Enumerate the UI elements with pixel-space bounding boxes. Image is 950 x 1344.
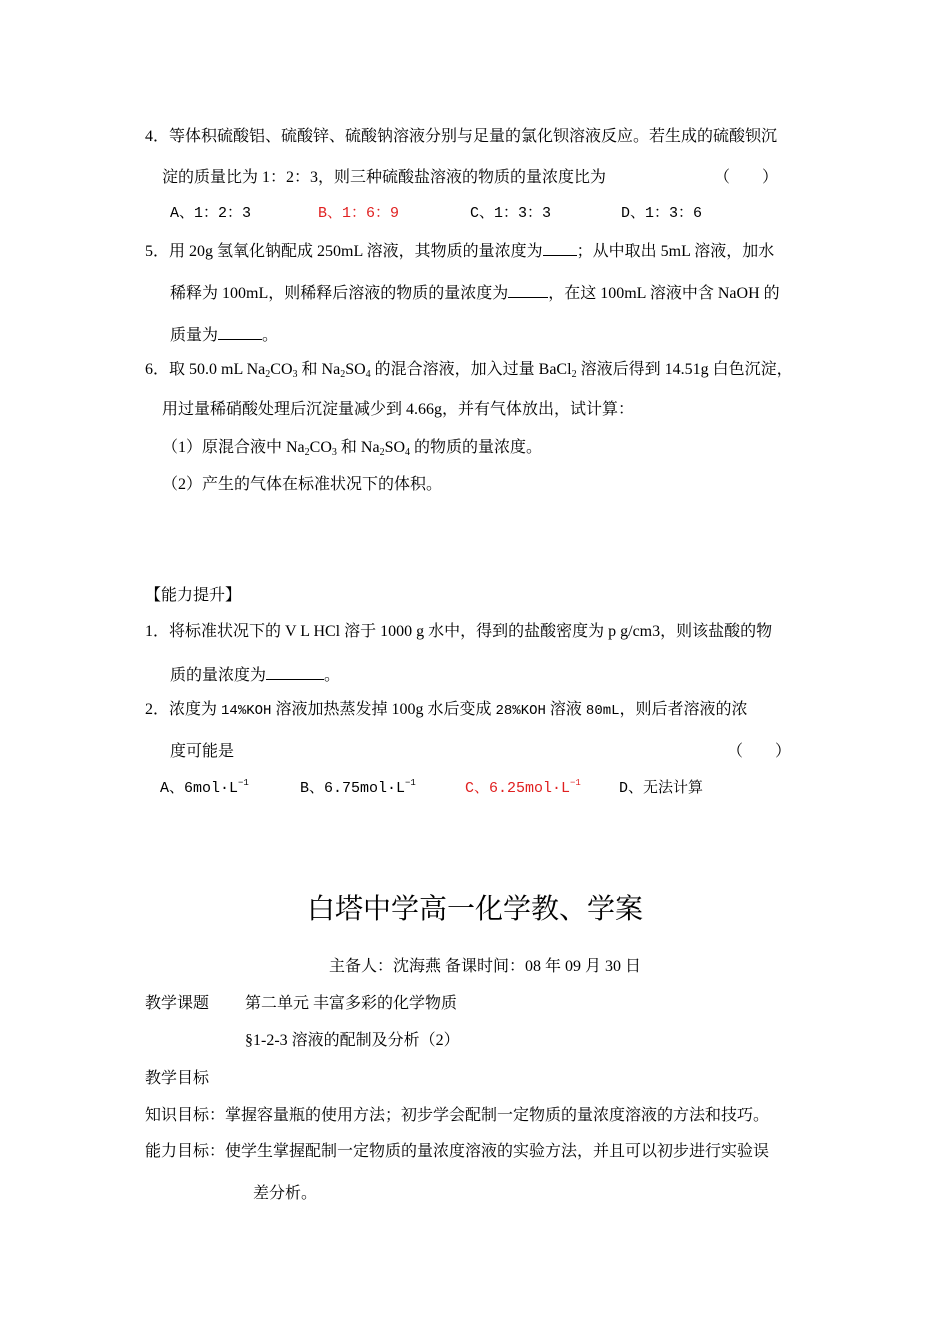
subscript: 2 bbox=[340, 369, 346, 380]
ability-q2-option-d: D、无法计算 bbox=[619, 780, 704, 797]
q4-option-d: D、1：3：6 bbox=[621, 205, 703, 222]
q5-text: 质量为 bbox=[170, 327, 219, 344]
lesson-preparer: 主备人：沈海燕 备课时间：08 年 09 月 30 日 bbox=[328, 958, 641, 975]
answer-blank bbox=[218, 324, 262, 340]
q6-line-1 bbox=[145, 360, 793, 380]
subscript: 3 bbox=[292, 369, 298, 380]
ability-text: 质的量浓度为 bbox=[170, 667, 267, 684]
subscript: 2 bbox=[571, 369, 577, 380]
q5-line-1 bbox=[145, 240, 774, 262]
ability-goal-line-1: 能力目标：使学生掌握配制一定物质的量浓度溶液的实验方法，并且可以初步进行实验误 bbox=[145, 1143, 770, 1160]
ability-text: 28% bbox=[495, 703, 521, 719]
ability-q2-option-c bbox=[465, 779, 581, 799]
q4-option-a: A、1：2：3 bbox=[170, 205, 252, 222]
topic-label: 教学课题 bbox=[145, 995, 210, 1012]
subscript: 2 bbox=[304, 447, 310, 458]
subscript: 4 bbox=[365, 369, 371, 380]
ability-text: KOH bbox=[520, 703, 546, 719]
q5-line-2 bbox=[170, 282, 780, 304]
topic-value: 第二单元 丰富多彩的化学物质 bbox=[245, 995, 458, 1012]
q4-option-c: C、1：3：3 bbox=[470, 205, 552, 222]
ability-text: 。 bbox=[324, 667, 341, 684]
q6-text: CO bbox=[309, 439, 332, 456]
ability-text: 溶液加热蒸发掉 100g 水后变成 bbox=[271, 701, 496, 718]
q6-part-1 bbox=[162, 438, 542, 458]
ability-q2-line-1 bbox=[145, 700, 748, 721]
q6-text: SO bbox=[384, 439, 406, 456]
q6-text: SO bbox=[345, 361, 366, 378]
ability-text: ，则后者溶液的浓 bbox=[619, 701, 748, 718]
option-text: A、6mol·L bbox=[160, 780, 239, 797]
q4-line-1: 4．等体积硫酸铝、硫酸锌、硫酸钠溶液分别与足量的氯化钡溶液反应。若生成的硫酸钡沉 bbox=[145, 128, 778, 145]
ability-q2-answer-paren: （ ） bbox=[727, 743, 792, 760]
ability-text: 80mL bbox=[585, 703, 620, 719]
option-text: C、6.25mol·L bbox=[465, 780, 571, 797]
subscript: 2 bbox=[265, 369, 271, 380]
q6-text: 溶液后得到 14.51g 白色沉淀， bbox=[576, 361, 793, 378]
superscript: −1 bbox=[405, 778, 416, 788]
ability-heading: 【能力提升】 bbox=[145, 587, 242, 604]
subscript: 2 bbox=[379, 447, 385, 458]
q6-text: 6．取 50.0 mL Na bbox=[145, 361, 266, 378]
q4-option-b: B、1：6：9 bbox=[318, 205, 400, 222]
q5-text: ，在这 100mL 溶液中含 NaOH 的 bbox=[548, 285, 780, 302]
ability-text: 2．浓度为 bbox=[145, 701, 222, 718]
q5-line-3 bbox=[170, 324, 278, 346]
ability-q2-option-a bbox=[160, 779, 249, 799]
q4-line-2: 淀的质量比为 1：2：3，则三种硫酸盐溶液的物质的量浓度比为 bbox=[162, 169, 607, 186]
ability-text: KOH bbox=[246, 703, 272, 719]
q6-text: 和 Na bbox=[297, 361, 341, 378]
q6-text: 的物质的量浓度。 bbox=[410, 439, 543, 456]
q5-text: ；从中取出 5mL 溶液，加水 bbox=[576, 243, 775, 260]
ability-text: 14% bbox=[221, 703, 247, 719]
superscript: −1 bbox=[570, 778, 581, 788]
q6-text: 的混合溶液，加入过量 BaCl bbox=[370, 361, 572, 378]
q5-text: 稀释为 100mL，则稀释后溶液的物质的量浓度为 bbox=[170, 285, 509, 302]
lesson-title: 白塔中学高一化学教、学案 bbox=[306, 894, 643, 925]
ability-goal-line-2: 差分析。 bbox=[253, 1185, 318, 1202]
q6-part-2: （2）产生的气体在标准状况下的体积。 bbox=[162, 476, 443, 493]
q6-text: CO bbox=[270, 361, 293, 378]
option-text: B、6.75mol·L bbox=[300, 780, 406, 797]
q6-text: 和 Na bbox=[336, 439, 380, 456]
ability-q2-line-2: 度可能是 bbox=[170, 743, 235, 760]
ability-q1-line-2 bbox=[170, 664, 340, 686]
goals-label: 教学目标 bbox=[145, 1070, 210, 1087]
ability-text: 溶液 bbox=[545, 701, 586, 718]
superscript: −1 bbox=[238, 778, 249, 788]
subscript: 3 bbox=[331, 447, 337, 458]
q5-text: 。 bbox=[262, 327, 279, 344]
ability-q1-line-1: 1．将标准状况下的 V L HCl 溶于 1000 g 水中，得到的盐酸密度为 p g/cm3，则该盐酸的物 bbox=[145, 623, 773, 640]
knowledge-goal: 知识目标：掌握容量瓶的使用方法；初步学会配制一定物质的量浓度溶液的方法和技巧。 bbox=[145, 1107, 770, 1124]
ability-q2-option-b bbox=[300, 779, 416, 799]
answer-blank bbox=[266, 664, 324, 680]
section-value: §1-2-3 溶液的配制及分析（2） bbox=[245, 1032, 460, 1049]
q6-text: （1）原混合液中 Na bbox=[162, 439, 305, 456]
answer-blank bbox=[508, 282, 548, 298]
q6-line-2: 用过量稀硝酸处理后沉淀量减少到 4.66g，并有气体放出，试计算： bbox=[162, 401, 635, 418]
answer-blank bbox=[543, 240, 577, 256]
q5-text: 5．用 20g 氢氧化钠配成 250mL 溶液，其物质的量浓度为 bbox=[145, 243, 543, 260]
subscript: 4 bbox=[405, 447, 411, 458]
q4-answer-paren: （ ） bbox=[714, 169, 779, 186]
